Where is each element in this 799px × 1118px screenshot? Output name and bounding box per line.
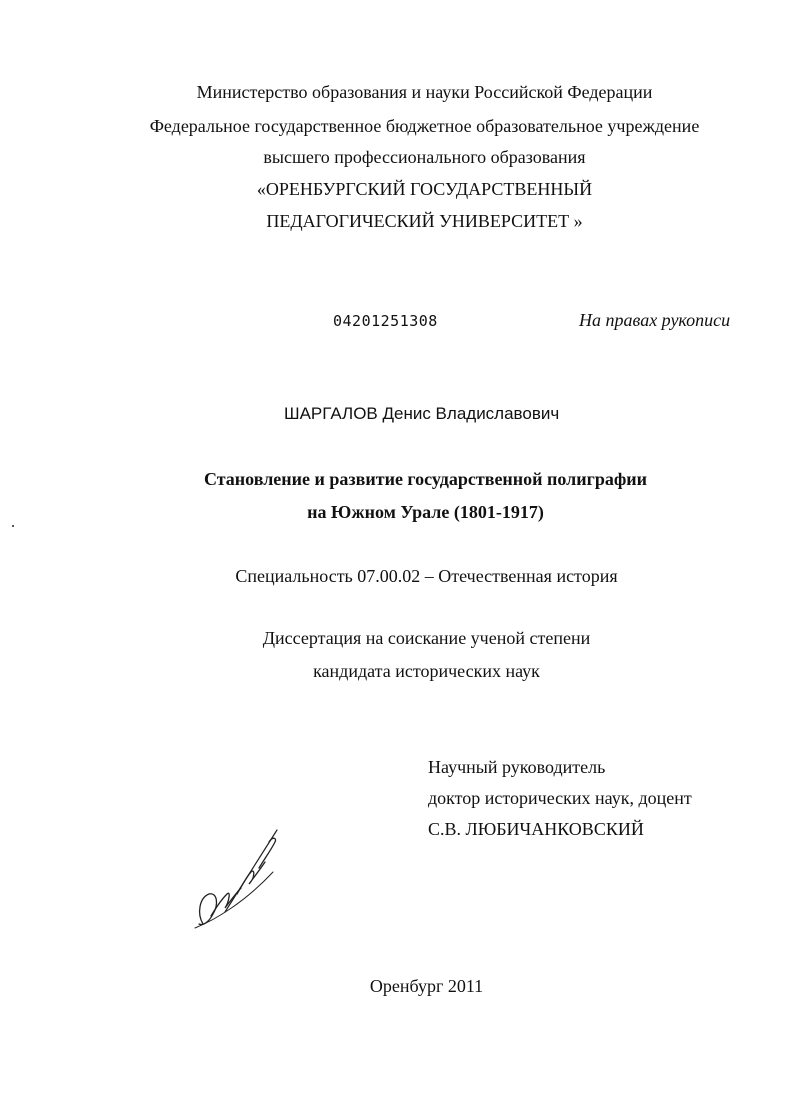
university-name-line1: «ОРЕНБУРГСКИЙ ГОСУДАРСТВЕННЫЙ — [256, 179, 593, 199]
supervisor-name: С.В. ЛЮБИЧАНКОВСКИЙ — [428, 819, 644, 839]
city-year: Оренбург 2011 — [369, 976, 484, 996]
manuscript-rights-label: На правах рукописи — [579, 310, 731, 330]
degree-line2: кандидата исторических наук — [313, 661, 540, 681]
dissertation-title-line2: на Южном Урале (1801-1917) — [307, 502, 544, 522]
supervisor-rank: доктор исторических наук, доцент — [428, 788, 692, 808]
author-name: ШАРГАЛОВ Денис Владиславович — [284, 404, 560, 423]
ministry-line: Министерство образования и науки Российской Федерации — [196, 82, 653, 102]
dissertation-title-line1: Становление и развитие государственной полиграфии — [203, 469, 648, 489]
handwritten-signature — [185, 828, 285, 938]
registration-number: 04201251308 — [333, 312, 438, 330]
degree-line1: Диссертация на соискание ученой степени — [262, 628, 591, 648]
higher-education-line: высшего профессионального образования — [263, 147, 586, 167]
federal-institution-line: Федеральное государственное бюджетное образовательное учреждение — [149, 116, 700, 136]
university-name-line2: ПЕДАГОГИЧЕСКИЙ УНИВЕРСИТЕТ » — [266, 211, 583, 231]
supervisor-role: Научный руководитель — [428, 757, 606, 777]
scan-speck — [12, 525, 14, 527]
specialty-line: Специальность 07.00.02 – Отечественная история — [235, 566, 618, 586]
